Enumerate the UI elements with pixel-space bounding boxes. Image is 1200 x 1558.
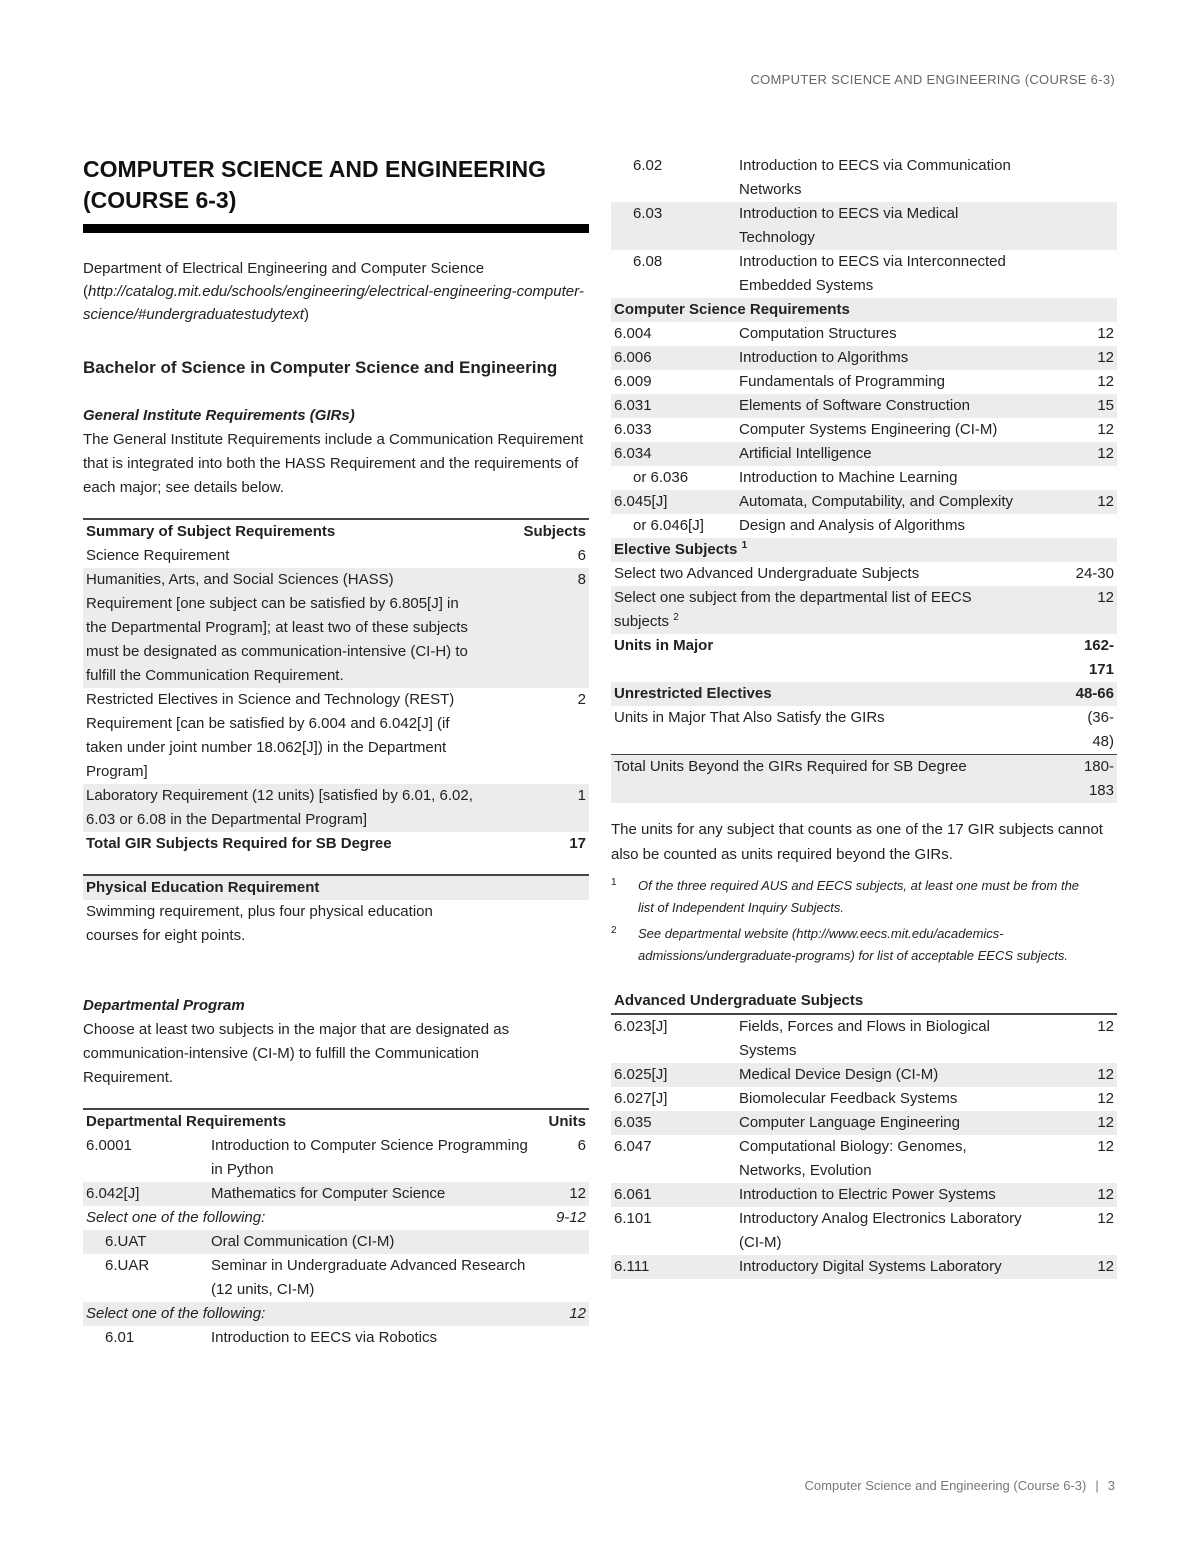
footnote-ref: 1 [741,540,748,551]
course-number: 6.UAT [105,1233,147,1250]
table-row [83,1182,589,1206]
table-row [611,202,1117,250]
units-value: 12 [569,1305,586,1322]
footnotes [611,875,1117,967]
table-row [611,1183,1117,1207]
units-value: 12 [1097,445,1114,462]
course-title: Design and Analysis of Algorithms [739,517,965,534]
course-number: 6.111 [614,1258,650,1275]
units-value: 12 [1097,373,1114,390]
units-value: 12 [1097,421,1114,438]
course-number: 6.035 [614,1114,652,1131]
units-value: 12 [1097,1090,1114,1107]
aus-header: Advanced Undergraduate Subjects [614,992,864,1009]
course-number: 6.061 [614,1186,652,1203]
pe-table [83,874,589,948]
units-value: 12 [1097,1210,1114,1227]
units-value [1067,514,1117,538]
course-title: Oral Communication (CI-M) [211,1233,395,1250]
label-text: Units in Major That Also Satisfy the GIRs [614,709,885,726]
requirement-label: Restricted Electives in Science and Technology (REST) Requirement [can be satisfied by 6.004 and 6.042[J] (if taken under joint number 18.062[J]) in the Department Program] [86,691,455,780]
table-row [83,1302,589,1326]
course-number: 6.03 [633,205,663,222]
row-label [611,682,1067,706]
course-number: 6.027[J] [614,1090,668,1107]
units-value [1067,154,1117,202]
requirement-value: 1 [577,787,586,804]
units-value: (36-48) [1087,709,1114,750]
pe-text: Swimming requirement, plus four physical education courses for eight points. [86,903,433,944]
total-row [83,832,589,856]
course-title: Seminar in Undergraduate Advanced Research (12 units, CI-M) [211,1257,526,1298]
footer-title: Computer Science and Engineering (Course 6-3) [804,1478,1087,1493]
units-value: 12 [1097,1258,1114,1275]
table-row [611,682,1117,706]
course-title: Fields, Forces and Flows in Biological Systems [739,1018,990,1059]
page-number: 3 [1107,1478,1115,1493]
course-title: Mathematics for Computer Science [211,1185,446,1202]
footnote-ref: 2 [673,612,679,623]
units-value: 180-183 [1083,758,1114,799]
footnote-text: Of the three required AUS and EECS subjects, at least one must be from the list of Independent Inquiry Subjects. [638,878,1080,915]
course-number: 6.01 [105,1329,135,1346]
table-row [611,346,1117,370]
departmental-text: Choose at least two subjects in the major that are designated as communication-intensive (CI-M) to fulfill the Communication Requirement. [83,1021,510,1086]
course-title: Introduction to Computer Science Programming in Python [211,1137,528,1178]
gir-heading: General Institute Requirements (GIRs) [83,407,355,424]
course-title: Introduction to EECS via Robotics [211,1329,437,1346]
summary-header: Summary of Subject Requirements [86,523,336,540]
units-value: 6 [577,1137,586,1154]
footnote [611,923,1117,967]
section-heading [611,538,1117,562]
running-header: COMPUTER SCIENCE AND ENGINEERING (COURSE 6-3) [750,72,1115,87]
requirement-value: 2 [577,691,586,708]
table-row [83,568,589,688]
units-value [546,1254,590,1302]
units-value: 12 [1097,1186,1114,1203]
units-value: 48-66 [1075,685,1114,702]
course-title: Medical Device Design (CI-M) [739,1066,939,1083]
requirement-label: Humanities, Arts, and Social Sciences (HASS) Requirement [one subject can be satisfied by 6.805[J] in the Departmental Program]; at least two of these subjects must be designated as communication-intensive (CI-H) to fulfill the Communication Requirement. [86,571,468,684]
course-number: 6.042[J] [86,1185,140,1202]
footnote-number: 1 [611,877,617,888]
course-number: 6.08 [633,253,663,270]
units-value: 12 [1097,589,1114,606]
course-number: 6.0001 [86,1137,132,1154]
table-row [611,154,1117,202]
units-value: 15 [1097,397,1114,414]
units-value: 12 [569,1185,586,1202]
table-row [611,1135,1117,1183]
table-row [83,1254,589,1302]
row-label [611,634,1067,682]
table-row [611,298,1117,322]
table-row [611,562,1117,586]
requirements-table-continued [611,154,1117,803]
table-row [83,544,589,568]
course-number: 6.034 [614,445,652,462]
row-label [611,562,1067,586]
label-text: Select one subject from the departmental list of EECS subjects [614,589,972,630]
course-number: 6.033 [614,421,652,438]
right-column [611,154,1117,1279]
course-number: 6.025[J] [614,1066,668,1083]
table-row [611,1207,1117,1255]
table-row [611,418,1117,442]
course-number: 6.02 [633,157,663,174]
units-value [546,1230,590,1254]
dept-header: Departmental Requirements [86,1113,287,1130]
label-text: Total Units Beyond the GIRs Required for SB Degree [614,758,967,775]
units-value [1067,466,1117,490]
departmental-table [83,1108,589,1350]
course-number: 6.009 [614,373,652,390]
course-title: Elements of Software Construction [739,397,970,414]
course-number: 6.023[J] [614,1018,668,1035]
course-number: 6.045[J] [614,493,668,510]
summary-table [83,518,589,856]
row-label [611,586,1067,634]
footnote-text: See departmental website (http://www.eecs.mit.edu/academics-admissions/undergraduate-programs) for list of acceptable EECS subjects. [638,926,1068,963]
page-title: COMPUTER SCIENCE AND ENGINEERING (COURSE 6-3) [83,154,589,233]
course-title: Fundamentals of Programming [739,373,945,390]
course-title: Computer Language Engineering [739,1114,960,1131]
table-row [611,755,1117,804]
intro-text: Department of Electrical Engineering and Computer Science (http://catalog.mit.edu/schools/engineering/electrical-engineering-computer-science/#undergraduatestudytext) [83,260,584,323]
course-number: 6.047 [614,1138,652,1155]
heading-text: Elective Subjects [614,541,738,558]
table-row [611,1087,1117,1111]
units-value: 12 [1097,493,1114,510]
total-label: Total GIR Subjects Required for SB Degree [86,835,392,852]
gir-text: The General Institute Requirements include a Communication Requirement that is integrated into both the HASS Requirement and the requirements of each major; see details below. [83,431,584,496]
label-text: Select two Advanced Undergraduate Subjects [614,565,920,582]
requirement-label: Science Requirement [86,547,230,564]
footnote-number: 2 [611,925,617,936]
course-title: Automata, Computability, and Complexity [739,493,1014,510]
page-footer [805,1474,1115,1498]
course-number: 6.004 [614,325,652,342]
course-title: Introduction to EECS via Interconnected Embedded Systems [739,253,1006,294]
section-heading: Computer Science Requirements [614,301,850,318]
subjects-header: Subjects [523,523,586,540]
table-row [83,1230,589,1254]
units-value: 12 [1097,349,1114,366]
table-row [611,466,1117,490]
label-text: Unrestricted Electives [614,685,772,702]
department-link[interactable]: http://catalog.mit.edu/schools/engineering/electrical-engineering-computer-science/#undergraduatestudytext [83,283,584,323]
label-text: Units in Major [614,637,714,654]
table-row [83,1206,589,1230]
left-column [83,154,589,1350]
course-title: Introduction to Algorithms [739,349,909,366]
course-title: Introductory Analog Electronics Laboratory (CI-M) [739,1210,1022,1251]
course-number: or 6.036 [633,469,689,486]
course-title: Introduction to Electric Power Systems [739,1186,996,1203]
course-title: Introductory Digital Systems Laboratory [739,1258,1002,1275]
select-instruction: Select one of the following: [86,1209,266,1226]
footnote [611,875,1117,919]
units-value [1067,250,1117,298]
table-row [611,514,1117,538]
course-number: or 6.046[J] [633,517,704,534]
course-title: Introduction to Machine Learning [739,469,958,486]
degree-heading: Bachelor of Science in Computer Science and Engineering [83,358,558,377]
units-value: 12 [1097,1066,1114,1083]
table-row [611,586,1117,634]
units-value: 162-171 [1083,637,1114,678]
table-row [611,250,1117,298]
pe-header: Physical Education Requirement [86,879,320,896]
table-row [611,1014,1117,1063]
table-row [611,634,1117,682]
units-value [546,1326,590,1350]
units-value: 24-30 [1075,565,1114,582]
units-value: 9-12 [555,1209,586,1226]
table-row [83,1134,589,1182]
course-title: Biomolecular Feedback Systems [739,1090,958,1107]
row-label [611,755,1067,804]
course-number: 6.031 [614,397,652,414]
units-header: Units [548,1113,586,1130]
table-row [611,490,1117,514]
course-number: 6.UAR [105,1257,150,1274]
course-number: 6.006 [614,349,652,366]
table-row [611,1063,1117,1087]
table-row [611,706,1117,755]
units-value: 12 [1097,325,1114,342]
table-row [611,538,1117,562]
requirement-label: Laboratory Requirement (12 units) [satisfied by 6.01, 6.02, 6.03 or 6.08 in the Departmental Program] [86,787,473,828]
units-note: The units for any subject that counts as one of the 17 GIR subjects cannot also be counted as units required beyond the GIRs. [611,821,1103,863]
units-value: 12 [1097,1138,1114,1155]
course-title: Computation Structures [739,325,897,342]
table-row [611,1255,1117,1279]
course-title: Artificial Intelligence [739,445,872,462]
row-label [611,706,1067,755]
course-title: Introduction to EECS via Medical Technology [739,205,959,246]
units-value: 12 [1097,1018,1114,1035]
table-row [611,442,1117,466]
units-value: 12 [1097,1114,1114,1131]
select-instruction: Select one of the following: [86,1305,266,1322]
table-row [611,1111,1117,1135]
course-number: 6.101 [614,1210,652,1227]
table-row [83,688,589,784]
aus-table [611,989,1117,1279]
table-row [611,394,1117,418]
table-row [611,370,1117,394]
requirement-value: 8 [577,571,586,588]
table-row [83,1326,589,1350]
requirement-value: 6 [577,547,586,564]
table-row [611,322,1117,346]
course-title: Computer Systems Engineering (CI-M) [739,421,998,438]
footer-separator: | [1095,1478,1099,1493]
departmental-heading: Departmental Program [83,997,245,1014]
course-title: Computational Biology: Genomes, Networks, Evolution [739,1138,967,1179]
table-row [83,784,589,832]
units-value [1067,202,1117,250]
course-title: Introduction to EECS via Communication Networks [739,157,1011,198]
total-value: 17 [569,835,586,852]
